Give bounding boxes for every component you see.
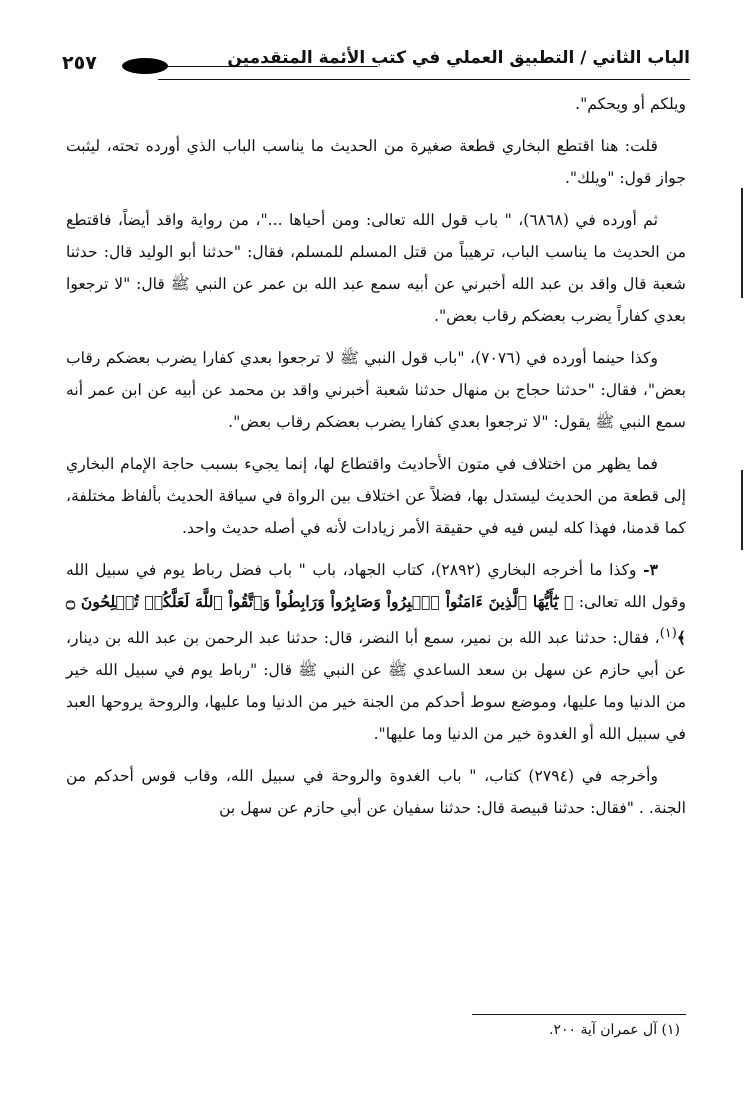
page-number: ٢٥٧: [62, 52, 97, 74]
footnote-separator: [472, 1014, 686, 1015]
paragraph-6-rest: ، فقال: حدثنا عبد الله بن نمير، سمع أبا النضر، قال: حدثنا عبد الرحمن بن عبد الله بن دينار، عن أبي حازم عن سهل بن سعد الساعدي ﷺ عن النبي ﷺ قال: "رباط يوم في سبيل الله خير من الدنيا وما عليها، وموضع سوط أحدكم من الجنة خير من الدنيا وما عليها، والروحة يروحها العبد في سبيل الله أو الغدوة خير من الدنيا وما عليها".: [66, 629, 686, 744]
main-text: [66, 88, 686, 834]
paragraph-5: فما يظهر من اختلاف في متون الأحاديث واقتطاع لها، إنما يجيء بسبب حاجة الإمام البخاري إلى قطعة من الحديث ليستدل بها، فضلاً عن اختلاف بين الرواة في سياقة الحديث بألفاظ مختلفة، كما قدمنا، فهذا كله ليس فيه في حقيقة الأمر زيادات لأنه في أصله حديث واحد.: [66, 455, 686, 537]
paragraph-3: ثم أورده في (٦٨٦٨)، " باب قول الله تعالى: ومن أحياها ..."، من رواية واقد أيضاً، فاقتطع من الحديث ما يناسب الباب، ترهيباً من قتل المسلم للمسلم، فقال: "حدثنا أبو الوليد قال: حدثنا شعبة قال واقد بن عبد الله أخبرني عن أبيه سمع عبد الله بن عمر عن النبي ﷺ قال: "لا ترجعوا بعدي كفاراً يضرب بعضكم رقاب بعض".: [66, 211, 686, 325]
paragraph-7: وأخرجه في (٢٧٩٤) كتاب، " باب الغدوة والروحة في سبيل الله، وقاب قوس أحدكم من الجنة. . "فقال: حدثنا قبيصة قال: حدثنا سفيان عن أبي حازم عن سهل بن: [66, 767, 686, 818]
header-rule: [158, 79, 690, 80]
running-title: الباب الثاني / التطبيق العملي في كتب الأئمة المتقدمين: [227, 48, 690, 68]
item-number: ٣-: [643, 560, 658, 579]
paragraph-1: ويلكم أو ويحكم".: [575, 95, 686, 113]
binding-mark: [741, 470, 743, 550]
paragraph-6: [66, 554, 686, 750]
quran-verse: ﴿ يَٰٓأَيُّهَا ٱلَّذِينَ ءَامَنُواْ ٱصۡبِرُواْ وَصَابِرُواْ وَرَابِطُواْ وَٱتَّقُواْ ٱللَّهَ لَعَلَّكُمۡ تُفۡلِحُونَ ۝ ﴾: [66, 592, 686, 648]
paragraph-6-intro: وكذا ما أخرجه البخاري (٢٨٩٢)، كتاب الجهاد، باب " باب فضل رباط يوم في سبيل الله وقول الله تعالى:: [66, 561, 686, 611]
binding-mark: [741, 188, 743, 298]
paragraph-4: وكذا حينما أورده في (٧٠٧٦)، "باب قول النبي ﷺ لا ترجعوا بعدي كفارا يضرب بعضكم رقاب بعض"، فقال: "حدثنا حجاج بن منهال حدثنا شعبة أخبرني واقد بن محمد عن أبيه عن ابن عمر أنه سمع النبي ﷺ يقول: "لا ترجعوا بعدي كفارا يضرب بعضكم رقاب بعض".: [66, 349, 686, 431]
paragraph-2: قلت: هنا اقتطع البخاري قطعة صغيرة من الحديث ما يناسب الباب الذي أورده تحته، ليثبت جواز قول: "ويلك".: [66, 137, 686, 187]
footnote: (١) آل عمران آية ٢٠٠.: [549, 1022, 680, 1038]
footnote-ref: (١): [659, 626, 677, 641]
page-header: [62, 48, 690, 84]
